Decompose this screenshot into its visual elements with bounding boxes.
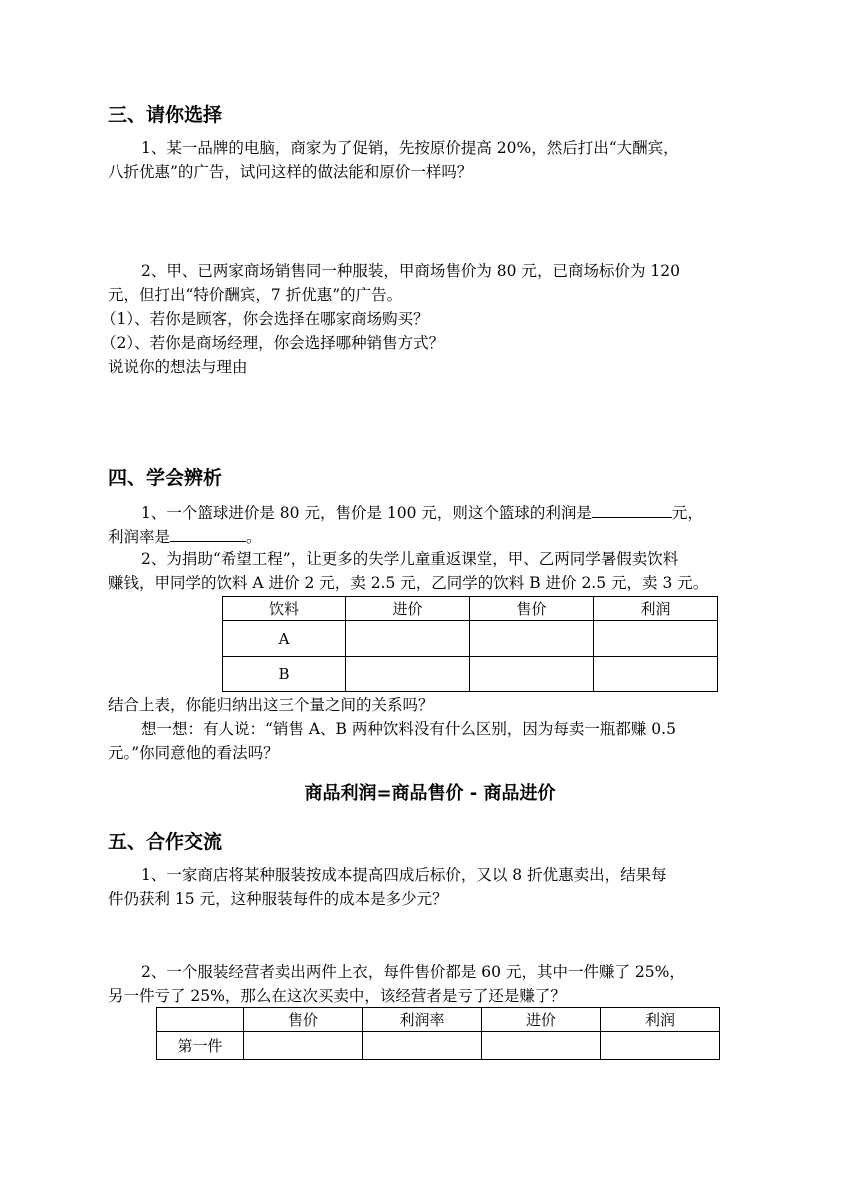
drink-table-header: 饮料 — [223, 597, 346, 621]
sec4-after-table: 结合上表，你能归纳出这三个量之间的关系吗？ — [108, 696, 434, 714]
profit-answer-blank[interactable] — [592, 499, 672, 518]
sec4-q1-line2-end: 。 — [246, 528, 262, 546]
sec4-q1-line2-text: 利润率是 — [108, 528, 171, 546]
clothing-table-header-row — [157, 1008, 720, 1032]
sec5-q1-line2: 件仍获利 15 元，这种服装每件的成本是多少元？ — [108, 890, 448, 908]
sec4-think-line1: 想一想：有人说：“销售 A、B 两种饮料没有什么区别，因为每卖一瓶都赚 0.5 — [141, 720, 676, 738]
section-4-title: 四、学会辨析 — [108, 467, 223, 489]
clothing-table-header: 售价 — [244, 1008, 363, 1032]
sec4-q2-line2: 赚钱，甲同学的饮料 A 进价 2 元，卖 2.5 元，乙同学的饮料 B 进价 2.5 元，卖 3 元。 — [108, 574, 709, 592]
drink-table-cell: B — [223, 657, 346, 692]
clothing-table-header: 利润 — [601, 1008, 720, 1032]
drink-table-header: 售价 — [470, 597, 594, 621]
table-row — [223, 657, 718, 692]
sec3-q2-line2: 元，但打出“特价酬宾，7 折优惠”的广告。 — [108, 286, 403, 304]
sec4-q1-line1 — [141, 499, 703, 525]
sec3-q2-line1: 2、甲、已两家商场销售同一种服装，甲商场售价为 80 元，已商场标价为 120 — [141, 262, 680, 280]
clothing-table-cell[interactable] — [482, 1032, 601, 1060]
clothing-table — [156, 1007, 720, 1060]
sec5-q2-line2: 另一件亏了 25%，那么在这次买卖中，该经营者是亏了还是赚了？ — [108, 987, 566, 1005]
section-5-title: 五、合作交流 — [108, 831, 223, 853]
drink-table-cell[interactable] — [594, 621, 718, 657]
clothing-table-header: 进价 — [482, 1008, 601, 1032]
clothing-table-cell[interactable] — [601, 1032, 720, 1060]
drink-table-cell: A — [223, 621, 346, 657]
sec3-q2-sub1: （1）、若你是顾客，你会选择在哪家商场购买？ — [101, 310, 429, 328]
table-row — [223, 621, 718, 657]
clothing-table-header: 利润率 — [363, 1008, 482, 1032]
clothing-table-cell[interactable] — [244, 1032, 363, 1060]
sec4-q1-unit: 元， — [671, 504, 703, 522]
sec3-q1-line1: 1、某一品牌的电脑，商家为了促销，先按原价提高 20%，然后打出“大酬宾， — [141, 139, 679, 157]
drink-table-header-row — [223, 597, 718, 621]
clothing-table-cell[interactable] — [363, 1032, 482, 1060]
sec4-q1-text: 1、一个篮球进价是 80 元，售价是 100 元，则这个篮球的利润是 — [141, 504, 592, 522]
drink-table — [222, 596, 718, 692]
drink-table-cell[interactable] — [346, 657, 470, 692]
drink-table-cell[interactable] — [594, 657, 718, 692]
sec4-think-line2: 元。”你同意他的看法吗？ — [108, 744, 279, 762]
sec4-q2-line1: 2、为捐助“希望工程”，让更多的失学儿童重返课堂，甲、乙两同学暑假卖饮料 — [141, 550, 679, 568]
clothing-table-cell: 第一件 — [157, 1032, 244, 1060]
clothing-table-header — [157, 1008, 244, 1032]
section-3-title: 三、请你选择 — [108, 104, 223, 126]
drink-table-header: 进价 — [346, 597, 470, 621]
drink-table-cell[interactable] — [470, 621, 594, 657]
sec4-q1-line2 — [108, 523, 262, 549]
drink-table-header: 利润 — [594, 597, 718, 621]
table-row — [157, 1032, 720, 1060]
sec5-q1-line1: 1、一家商店将某种服装按成本提高四成后标价，又以 8 折优惠卖出，结果每 — [141, 866, 667, 884]
profit-rate-answer-blank[interactable] — [170, 523, 246, 542]
sec3-q2-sub2: （2）、若你是商场经理，你会选择哪种销售方式？ — [101, 334, 445, 352]
drink-table-cell[interactable] — [470, 657, 594, 692]
sec3-q2-tail: 说说你的想法与理由 — [108, 358, 248, 376]
drink-table-cell[interactable] — [346, 621, 470, 657]
sec3-q1-line2: 八折优惠”的广告，试问这样的做法能和原价一样吗？ — [108, 163, 473, 181]
profit-formula: 商品利润=商品售价 - 商品进价 — [304, 783, 556, 804]
sec5-q2-line1: 2、一个服装经营者卖出两件上衣，每件售价都是 60 元，其中一件赚了 25%， — [141, 963, 685, 981]
